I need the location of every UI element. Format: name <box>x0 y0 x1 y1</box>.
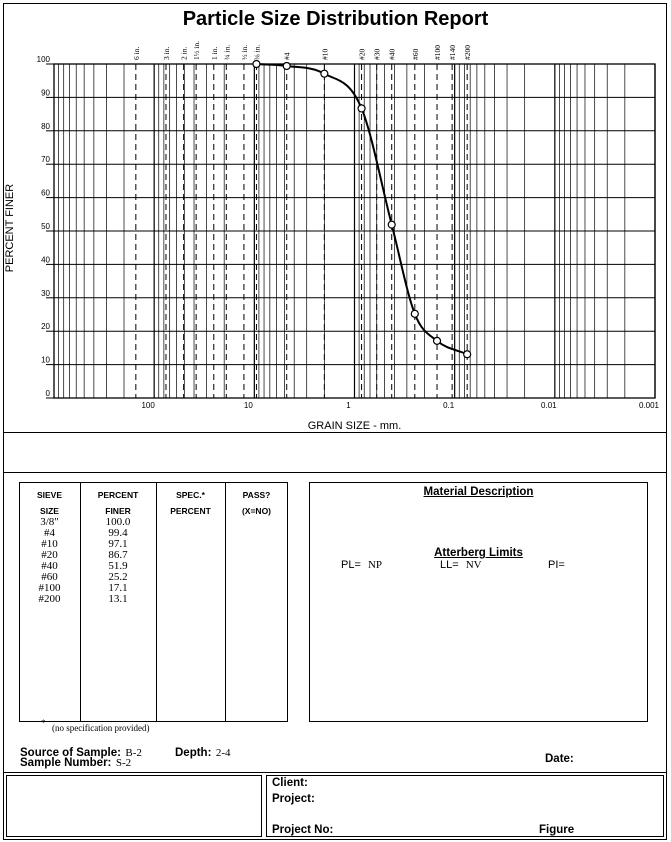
header-sieve: SIEVE SIZE <box>36 490 63 516</box>
y-tick-label: 30 <box>41 288 50 298</box>
percent-finer-cell: 51.9 <box>108 560 128 572</box>
x-tick-label: 0.001 <box>638 401 660 410</box>
sieve-marker-label: #30 <box>372 48 382 60</box>
project-label: Project: <box>272 793 315 805</box>
sieve-marker-label: #20 <box>357 48 367 60</box>
sieve-size-cell: #20 <box>41 549 58 561</box>
depth-label: Depth: <box>175 747 212 759</box>
data-point <box>464 351 471 358</box>
sieve-size-cell: 3/8" <box>40 516 59 528</box>
sieve-size-cell: #100 <box>38 582 61 594</box>
y-tick-label: 0 <box>45 389 50 398</box>
sieve-marker-label: ⅜ in. <box>252 44 262 60</box>
header-spec-percent: SPEC.* PERCENT <box>170 490 211 516</box>
y-tick-label: 60 <box>41 188 50 198</box>
figure-label: Figure <box>539 824 575 836</box>
pl-label: PL= <box>341 559 361 571</box>
sieve-marker-label: ¾ in. <box>222 44 232 60</box>
footer-left-box <box>6 775 262 837</box>
project-no-label: Project No: <box>272 824 334 836</box>
sieve-size-cell: #60 <box>41 571 58 583</box>
header-percent-finer: PERCENT FINER <box>97 490 139 516</box>
sieve-size-cell: #10 <box>41 538 58 550</box>
data-point <box>388 221 395 228</box>
y-tick-label: 20 <box>41 322 50 332</box>
x-tick-label: 100 <box>141 401 155 410</box>
report-title: Particle Size Distribution Report <box>182 8 489 30</box>
percent-finer-cell: 13.1 <box>108 593 128 605</box>
sieve-marker-label: #4 <box>282 52 292 60</box>
client-label: Client: <box>272 777 308 789</box>
sieve-size-cell: #200 <box>38 593 61 605</box>
data-point <box>321 70 328 77</box>
percent-finer-cell: 17.1 <box>108 582 128 594</box>
atterberg-heading: Atterberg Limits <box>434 547 523 559</box>
pl-value: NP <box>367 559 383 571</box>
ll-label: LL= <box>440 559 459 571</box>
sieve-marker-label: #140 <box>448 45 458 60</box>
y-tick-label: 10 <box>41 355 50 365</box>
sieve-marker-label: 2 in. <box>179 46 189 60</box>
data-point <box>283 63 290 70</box>
percent-finer-cell: 99.4 <box>108 527 128 539</box>
sample-number <box>20 753 131 771</box>
pi-field <box>548 559 565 571</box>
y-axis-label: PERCENT FINER <box>4 183 16 273</box>
depth-value: 2-4 <box>215 747 231 759</box>
y-tick-label: 100 <box>36 55 50 64</box>
x-tick-label: 0.01 <box>541 401 557 410</box>
sieve-size-cell: #40 <box>41 560 58 572</box>
percent-finer-cell: 100.0 <box>105 516 131 528</box>
sieve-marker-label: 3 in. <box>161 46 171 60</box>
source-value: B-2 <box>125 747 142 759</box>
sieve-size-column <box>19 517 80 605</box>
sample-number-value: S-2 <box>115 757 132 769</box>
y-tick-label: 90 <box>41 88 50 98</box>
footnote-star: * <box>41 718 46 728</box>
y-tick-label: 50 <box>41 222 50 231</box>
data-point <box>358 105 365 112</box>
percent-finer-column <box>80 517 156 605</box>
y-tick-label: 80 <box>41 121 50 131</box>
x-tick-label: 10 <box>243 401 253 410</box>
y-tick-label: 40 <box>41 255 50 265</box>
material-heading: Material Description <box>423 486 534 498</box>
date-label: Date: <box>545 753 574 765</box>
sieve-marker-label: #40 <box>387 48 397 60</box>
x-axis-label: GRAIN SIZE - mm. <box>307 420 402 432</box>
x-tick-label: 0.1 <box>443 401 455 410</box>
ll-field <box>440 559 482 571</box>
material-box <box>309 482 648 722</box>
sieve-marker-label: 1 in. <box>209 46 219 60</box>
sieve-marker-label: 1½ in. <box>192 41 202 60</box>
sieve-marker-label: #60 <box>410 48 420 60</box>
source-label: Source of Sample: <box>20 747 121 759</box>
pl-field <box>341 559 382 571</box>
data-point <box>253 61 260 68</box>
pi-label: PI= <box>548 559 565 571</box>
footnote-text: (no specification provided) <box>52 723 150 733</box>
ll-value: NV <box>465 559 482 571</box>
data-point <box>434 337 441 344</box>
depth <box>175 743 231 761</box>
sieve-marker-label: #10 <box>320 48 330 60</box>
percent-finer-cell: 86.7 <box>108 549 128 561</box>
data-point <box>411 310 418 317</box>
y-tick-label: 70 <box>41 155 50 165</box>
sieve-marker-label: 6 in. <box>131 46 141 60</box>
header-pass: PASS? (X=NO) <box>241 490 272 516</box>
percent-finer-cell: 25.2 <box>108 571 128 583</box>
sieve-marker-label: #100 <box>433 45 443 60</box>
sieve-marker-label: #200 <box>463 45 473 60</box>
sieve-marker-label: ½ in. <box>239 44 249 60</box>
sample-number-label: Sample Number: <box>20 757 112 769</box>
percent-finer-cell: 97.1 <box>108 538 128 550</box>
sieve-size-cell: #4 <box>44 527 55 539</box>
x-tick-label: 1 <box>346 401 351 410</box>
